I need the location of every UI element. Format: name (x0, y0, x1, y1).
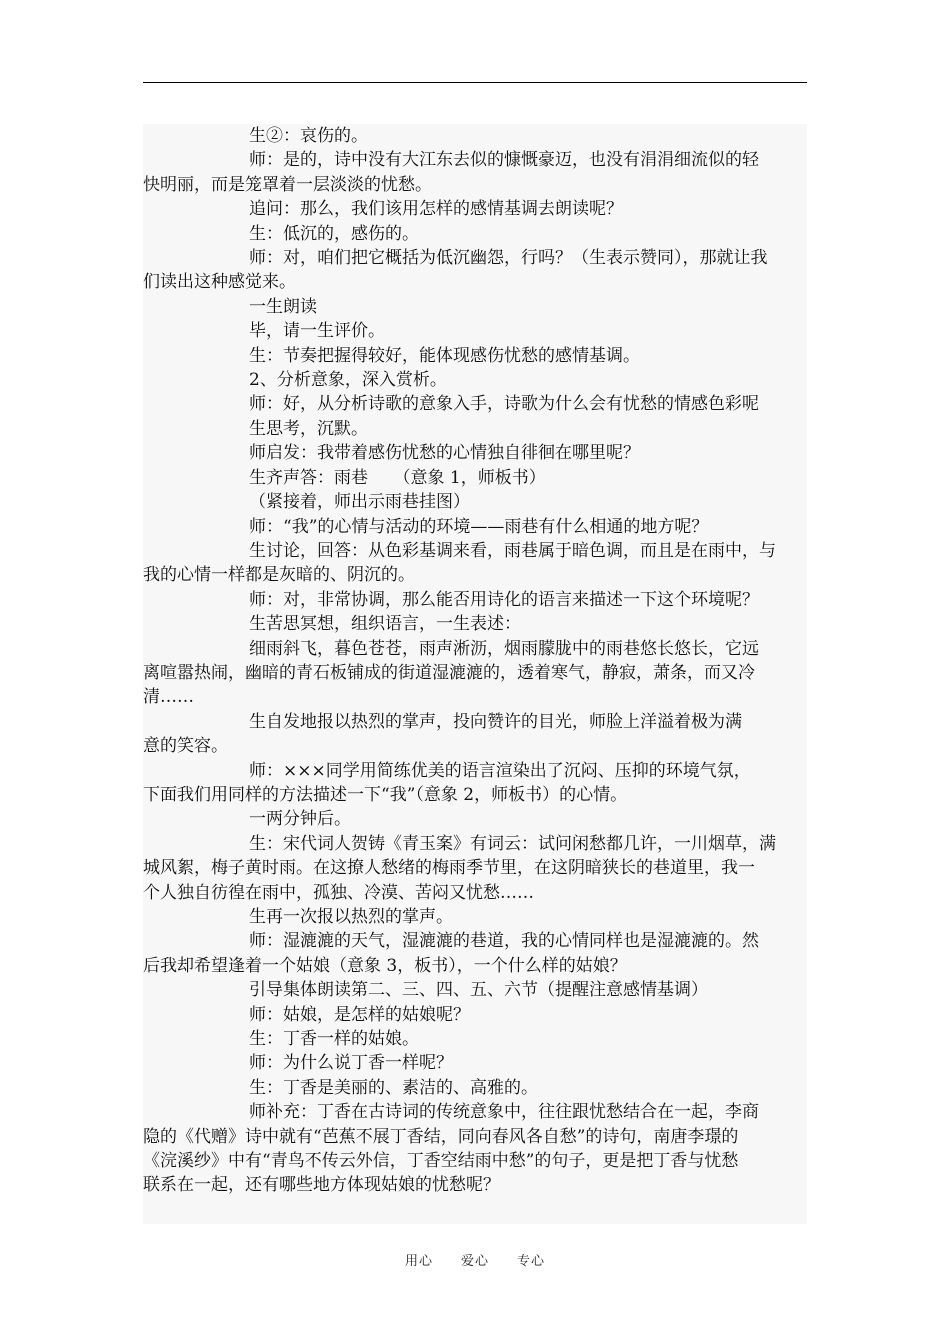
paragraph-line: 师：是的，诗中没有大江东去似的慷慨豪迈，也没有涓涓细流似的轻 (249, 150, 759, 171)
paragraph (143, 929, 807, 978)
paragraph-line: 生齐声答：雨巷 （意象 1，师板书） (249, 467, 546, 488)
paragraph (143, 319, 807, 343)
paragraph-line: 师：对，非常协调，那么能否用诗化的语言来描述一下这个环境呢？ (249, 589, 759, 610)
page-footer: 用心 爱心 专心 (404, 1254, 545, 1269)
paragraph-line: 生讨论，回答：从色彩基调来看，雨巷属于暗色调，而且是在雨中，与 (249, 540, 776, 561)
paragraph (143, 368, 807, 392)
paragraph (143, 978, 807, 1002)
paragraph-line: 们读出这种感觉来。 (143, 272, 296, 293)
paragraph-line: 毕，请一生评价。 (249, 321, 385, 342)
paragraph (143, 1027, 807, 1051)
paragraph (143, 539, 807, 588)
paragraph-line: 隐的《代赠》诗中就有“芭蕉不展丁香结，同向春风各自愁”的诗句，南唐李璟的 (143, 1126, 739, 1147)
paragraph (143, 612, 807, 636)
paragraph-line: 个人独自彷徨在雨中，孤独、冷漠、苦闷又忧愁…… (143, 882, 534, 903)
paragraph (143, 637, 807, 710)
paragraph (143, 148, 807, 197)
paragraph-line: 生：低沉的，感伤的。 (249, 223, 419, 244)
paragraph-line: 一生朗读 (249, 296, 317, 317)
paragraph-line: 2、分析意象，深入赏析。 (249, 370, 447, 391)
paragraph (143, 807, 807, 831)
paragraph (143, 344, 807, 368)
paragraph (143, 124, 807, 148)
paragraph-line: 离喧嚣热闹，幽暗的青石板铺成的街道湿漉漉的，透着寒气，静寂，萧条，而又冷 (143, 662, 755, 683)
paragraph-line: 联系在一起，还有哪些地方体现姑娘的忧愁呢？ (143, 1175, 500, 1196)
paragraph (143, 222, 807, 246)
paragraph-line: 生：节奏把握得较好，能体现感伤忧愁的感情基调。 (249, 345, 640, 366)
paragraph-line: 师：姑娘，是怎样的姑娘呢？ (249, 1004, 470, 1025)
paragraph (143, 1076, 807, 1100)
paragraph-line: 师：对，咱们把它概括为低沉幽怨，行吗？（生表示赞同），那就让我 (249, 248, 768, 269)
paragraph-line: 师：好，从分析诗歌的意象入手，诗歌为什么会有忧愁的情感色彩呢 (249, 394, 759, 415)
paragraph-line: 清…… (143, 687, 194, 708)
paragraph (143, 466, 807, 490)
paragraph-line: 生②：哀伤的。 (249, 126, 368, 146)
paragraph-line: 引导集体朗读第二、三、四、五、六节（提醒注意感情基调） (249, 980, 708, 1001)
paragraph-line: 城风絮，梅子黄时雨。在这撩人愁绪的梅雨季节里，在这阴暗狭长的巷道里，我一 (143, 858, 755, 879)
paragraph-line: 生：丁香一样的姑娘。 (249, 1029, 419, 1050)
header-rule (143, 82, 807, 83)
paragraph (143, 246, 807, 295)
paragraph-line: 生自发地报以热烈的掌声，投向赞许的目光，师脸上洋溢着极为满 (249, 711, 742, 732)
paragraph (143, 417, 807, 441)
paragraph-line: 师：×××同学用简练优美的语言渲染出了沉闷、压抑的环境气氛， (249, 760, 751, 781)
paragraph-line: （紧接着，师出示雨巷挂图） (249, 492, 470, 513)
paragraph-line: 快明丽，而是笼罩着一层淡淡的忧愁。 (143, 174, 432, 195)
paragraph-line: 师：湿漉漉的天气，湿漉漉的巷道，我的心情同样也是湿漉漉的。然 (249, 931, 759, 952)
paragraph-line: 生苦思冥想，组织语言，一生表述： (249, 614, 521, 635)
paragraph-line: 《浣溪纱》中有“青鸟不传云外信，丁香空结雨中愁”的句子，更是把丁香与忧愁 (143, 1151, 739, 1172)
paragraph (143, 1100, 807, 1198)
paragraph (143, 759, 807, 808)
paragraph (143, 588, 807, 612)
paragraph (143, 1003, 807, 1027)
paragraph (143, 710, 807, 759)
paragraph (143, 197, 807, 221)
paragraph (143, 832, 807, 905)
paragraph-line: 后我却希望逢着一个姑娘（意象 3，板书），一个什么样的姑娘？ (143, 955, 627, 976)
paragraph (143, 392, 807, 416)
paragraph-line: 我的心情一样都是灰暗的、阴沉的。 (143, 565, 415, 586)
paragraph (143, 515, 807, 539)
paragraph-line: 生：宋代词人贺铸《青玉案》有词云：试问闲愁都几许，一川烟草，满 (249, 833, 776, 854)
paragraph-line: 师补充：丁香在古诗词的传统意象中，往往跟忧愁结合在一起，李商 (249, 1102, 759, 1123)
paragraph (143, 295, 807, 319)
paragraph (143, 1051, 807, 1075)
paragraph-line: 细雨斜飞，暮色苍苍，雨声淅沥，烟雨朦胧中的雨巷悠长悠长，它远 (249, 638, 759, 659)
paragraph-line: 下面我们用同样的方法描述一下“我”（意象 2，师板书）的心情。 (143, 784, 628, 805)
paragraph (143, 441, 807, 465)
paragraph-line: 生：丁香是美丽的、素洁的、高雅的。 (249, 1077, 538, 1098)
paragraph-line: 一两分钟后。 (249, 809, 351, 830)
paragraph-line: 意的笑容。 (143, 736, 228, 757)
paragraph-line: 师启发：我带着感伤忧愁的心情独自徘徊在哪里呢？ (249, 443, 640, 464)
paragraph (143, 490, 807, 514)
paragraph-line: 师：“我”的心情与活动的环境——雨巷有什么相通的地方呢？ (249, 516, 709, 537)
paragraph-line: 师：为什么说丁香一样呢？ (249, 1053, 453, 1074)
document-body (143, 124, 807, 1224)
paragraph (143, 905, 807, 929)
paragraph-line: 生思考，沉默。 (249, 418, 368, 439)
paragraph-line: 生再一次报以热烈的掌声。 (249, 907, 453, 927)
paragraph-line: 追问：那么，我们该用怎样的感情基调去朗读呢？ (249, 199, 623, 220)
